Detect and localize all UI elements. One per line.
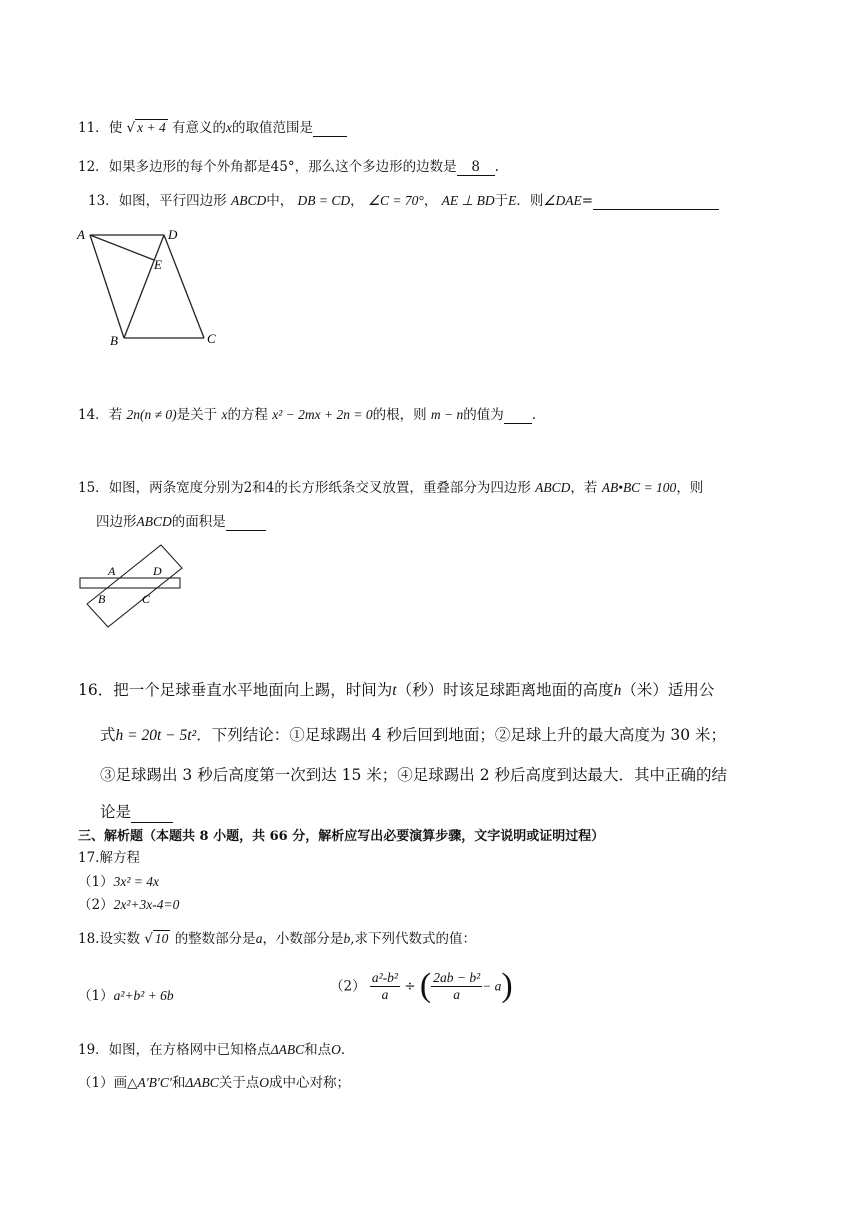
left-paren: (	[419, 967, 432, 1004]
answer-value: 8	[471, 159, 480, 175]
question-18-part-2: （2） $\frac{\text{a²-b²}}{a}$ ÷ ( $\frac{\text{2ab − b²}}{a}$ − a)	[330, 967, 513, 1004]
question-17-title: 17.解方程	[78, 850, 140, 866]
section-heading: 三、解析题（本题共 8 小题，共 66 分，解析应写出必要演算步骤，文字说明或证明过程）	[78, 829, 605, 844]
vertex-label-A: A	[108, 564, 116, 578]
question-number: 14．	[78, 407, 109, 423]
question-13: 13．如图，平行四边形 ABCD中， DB = CD， ∠C = 70°， AE ⊥ BD于E．则∠DAE=	[88, 193, 719, 210]
answer-blank[interactable]	[593, 193, 719, 210]
vertex-label-C: C	[207, 331, 216, 346]
vertex-label-B: B	[110, 333, 118, 348]
question-16-line-3: ③足球踢出 3 秒后高度第一次到达 15 米；④足球踢出 2 秒后高度到达最大．其中正确的结	[100, 766, 728, 784]
vertex-label-D: D	[168, 227, 178, 242]
question-14: 14．若 2n(n ≠ 0)是关于 x的方程 x² − 2mx + 2n = 0的根，则 m − n的值为 .	[78, 407, 537, 423]
fraction-2: $\frac{\text{2ab − b²}}{a}$	[433, 969, 481, 1002]
question-number: 12．	[78, 159, 109, 175]
question-19-line-2: （1）画△A′B′C′和ΔABC关于点O成中心对称；	[78, 1075, 351, 1091]
question-11: 11．使 √ x + 4 有意义的x的取值范围是	[78, 120, 347, 137]
answer-blank[interactable]	[504, 407, 532, 424]
question-15-line-1: 15．如图，两条宽度分别为2和4的长方形纸条交叉放置，重叠部分为四边形 ABCD，若 AB•BC = 100，则	[78, 480, 704, 496]
question-18-part-1: （1）a²+b² + 6b	[78, 988, 174, 1004]
question-17-part-1: （1）3x² = 4x	[78, 874, 159, 890]
radicand: x + 4	[137, 120, 166, 135]
fraction-1: $\frac{\text{a²-b²}}{a}$	[371, 969, 398, 1002]
vertex-label-A: A	[77, 227, 85, 242]
sqrt-sign: √	[126, 120, 136, 136]
question-17-part-2: （2）2x²+3x-4=0	[78, 897, 180, 913]
question-19-line-1: 19．如图，在方格网中已知格点ΔABC和点O．	[78, 1042, 355, 1058]
question-number: 15．	[78, 480, 109, 496]
vertex-label-C: C	[142, 592, 151, 606]
answer-blank[interactable]	[457, 159, 495, 176]
question-number: 13．	[88, 193, 119, 209]
question-16-line-1: 16．把一个足球垂直水平地面向上踢，时间为t（秒）时该足球距离地面的高度h（米）适用公	[78, 681, 715, 699]
question-number: 11．	[78, 120, 109, 136]
question-15-line-2: 四边形ABCD的面积是	[96, 514, 266, 531]
right-paren: )	[501, 967, 513, 1004]
question-16-line-4: 论是	[100, 803, 173, 823]
question-16-line-2: 式h = 20t − 5t²．下列结论：①足球踢出 4 秒后回到地面；②足球上升的最大高度为 30 米；	[100, 726, 726, 744]
vertex-label-B: B	[98, 592, 106, 606]
answer-blank[interactable]	[313, 120, 347, 137]
answer-blank[interactable]	[226, 514, 266, 531]
question-12: 12．如果多边形的每个外角都是45°，那么这个多边形的边数是 8 .	[78, 159, 499, 175]
figure-crossed-strips	[74, 540, 204, 630]
question-18: 18.设实数 √ 10 的整数部分是a，小数部分是b,求下列代数式的值：	[78, 931, 476, 947]
vertex-label-E: E	[154, 257, 162, 272]
radicand: 10	[154, 931, 169, 946]
vertex-label-D: D	[153, 564, 162, 578]
answer-blank[interactable]	[131, 803, 173, 823]
sqrt-sign: √	[144, 931, 153, 947]
figure-parallelogram	[72, 224, 222, 349]
question-number: 16．	[78, 681, 114, 699]
